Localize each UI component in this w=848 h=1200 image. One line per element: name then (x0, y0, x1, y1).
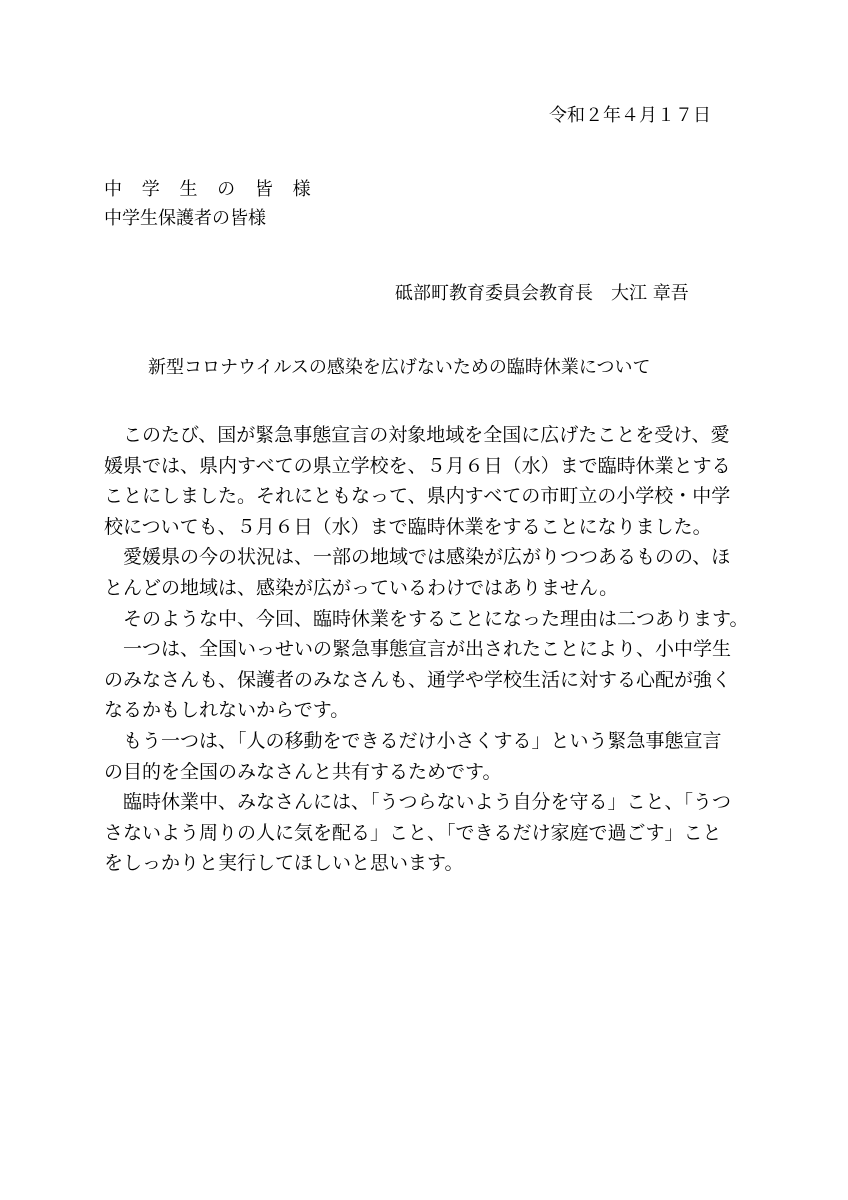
body-line: をしっかりと実行してほしいと思います。 (104, 852, 464, 875)
recipient-parents: 中学生保護者の皆様 (104, 208, 266, 229)
body-line: なるかもしれないからです。 (104, 699, 350, 722)
letter-date: 令和２年４月１７日 (549, 105, 711, 126)
body-line: の目的を全国のみなさんと共有するためです。 (104, 760, 502, 783)
body-line: そのような中、今回、臨時休業をすることになった理由は二つあります。 (104, 607, 749, 630)
body-line: このたび、国が緊急事態宣言の対象地域を全国に広げたことを受け、愛 (104, 424, 730, 446)
body-line: 媛県では、県内すべての県立学校を、５月６日（水）まで臨時休業とする (104, 454, 731, 477)
letter-body (104, 420, 749, 879)
body-line: 校についても、５月６日（水）まで臨時休業をすることになりました。 (104, 515, 712, 538)
body-line: さないよう周りの人に気を配る」こと、「できるだけ家庭で過ごす」こと (104, 821, 722, 844)
body-line: 愛媛県の今の状況は、一部の地域では感染が広がりつつあるものの、ほ (104, 546, 731, 569)
body-line: もう一つは、「人の移動をできるだけ小さくする」という緊急事態宣言 (104, 729, 722, 752)
body-line: のみなさんも、保護者のみなさんも、通学や学校生活に対する心配が強く (104, 668, 732, 691)
sender-line: 砥部町教育委員会教育長 大江 章吾 (395, 283, 689, 304)
letter-subject: 新型コロナウイルスの感染を広げないための臨時休業について (148, 357, 651, 378)
body-line: ことにしました。それにともなって、県内すべての市町立の小学校・中学 (104, 485, 731, 508)
recipient-students: 中 学 生 の 皆 様 (104, 179, 318, 200)
body-line: とんどの地域は、感染が広がっているわけではありません。 (104, 576, 619, 599)
body-line: 臨時休業中、みなさんには、「うつらないよう自分を守る」こと、「うつ (104, 791, 732, 814)
body-line: 一つは、全国いっせいの緊急事態宣言が出されたことにより、小中学生 (104, 638, 732, 661)
